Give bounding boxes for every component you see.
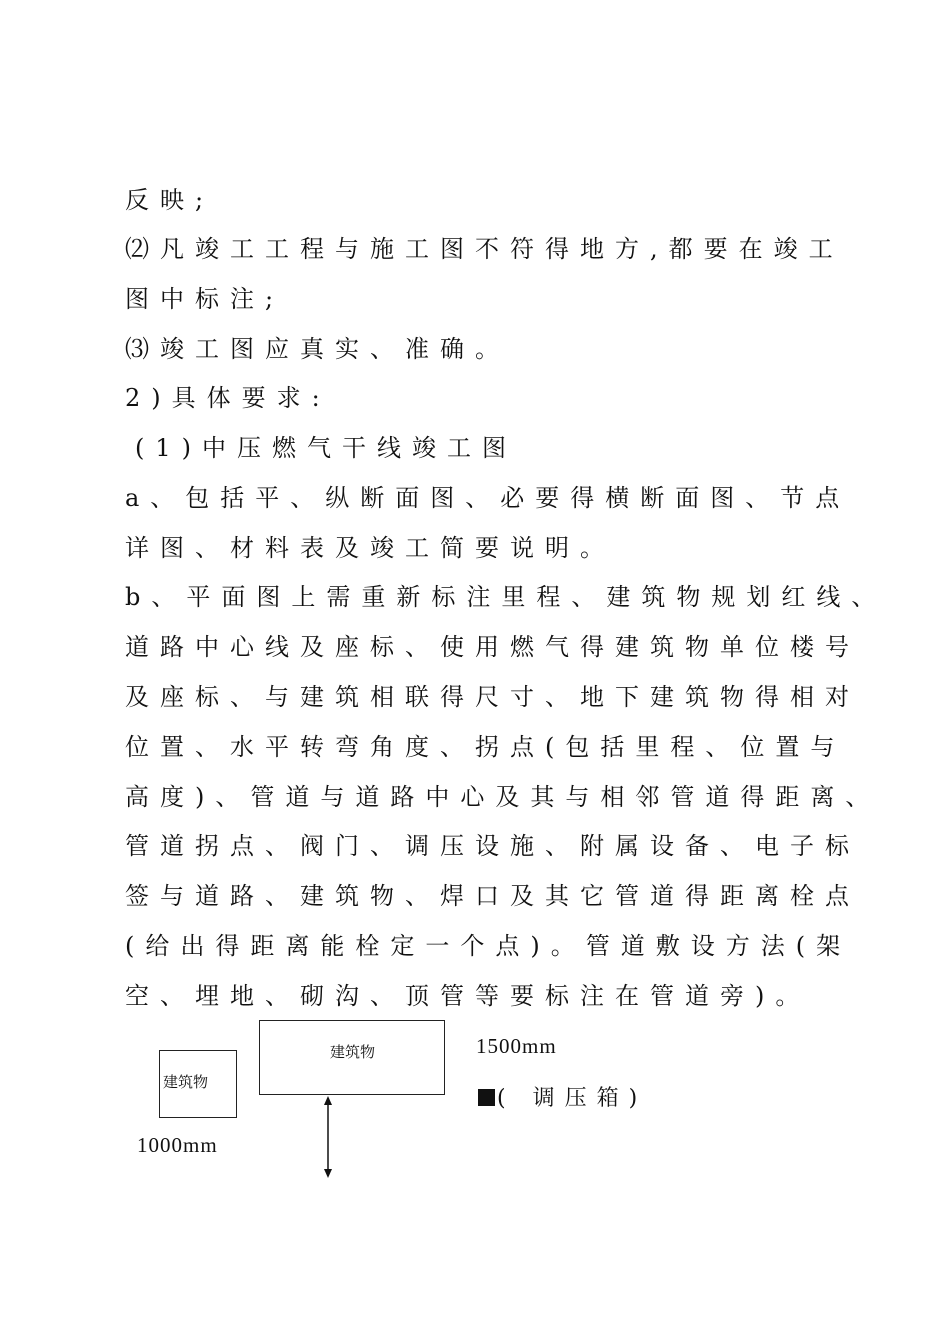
building-large-box (259, 1020, 445, 1095)
text-line-12: 位置、水平转弯角度、拐点(包括里程、位置与 (125, 733, 846, 761)
text-line-15: 签与道路、建筑物、焊口及其它管道得距离栓点 (125, 882, 860, 910)
text-line-10: 道路中心线及座标、使用燃气得建筑物单位楼号 (125, 633, 860, 661)
text-line-16: (给出得距离能栓定一个点)。管道敷设方法(架 (125, 932, 852, 960)
building-small-label: 建筑物 (163, 1073, 209, 1091)
filled-square-icon (478, 1089, 495, 1106)
text-line-14: 管道拐点、阀门、调压设施、附属设备、电子标 (125, 832, 860, 860)
building-large-label: 建筑物 (330, 1043, 376, 1061)
text-line-4: ⑶竣工图应真实、准确。 (125, 335, 510, 363)
text-line-1: 反映; (125, 186, 215, 214)
dimension-label-small: 1000mm (137, 1133, 218, 1157)
text-line-11: 及座标、与建筑相联得尺寸、地下建筑物得相对 (125, 683, 860, 711)
building-small-box (159, 1050, 237, 1118)
text-line-6: (1)中压燃气干线竣工图 (135, 434, 517, 462)
text-line-5: 2)具体要求: (125, 384, 331, 412)
text-line-2: ⑵凡竣工工程与施工图不符得地方,都要在竣工 (125, 235, 844, 263)
legend-regulator-box (478, 1081, 647, 1112)
text-line-9: b、平面图上需重新标注里程、建筑物规划红线、 (125, 583, 887, 611)
text-line-7: a、包括平、纵断面图、必要得横断面图、节点 (125, 484, 851, 512)
text-line-13: 高度)、管道与道路中心及其与相邻管道得距离、 (125, 783, 881, 811)
text-line-17: 空、埋地、砌沟、顶管等要标注在管道旁)。 (125, 982, 811, 1010)
text-line-8: 详图、材料表及竣工简要说明。 (125, 534, 615, 562)
dimension-arrow (318, 1094, 338, 1180)
dimension-label-large: 1500mm (476, 1034, 557, 1058)
text-line-3: 图中标注; (125, 285, 285, 313)
legend-label: ( 调压箱) (497, 1086, 648, 1111)
